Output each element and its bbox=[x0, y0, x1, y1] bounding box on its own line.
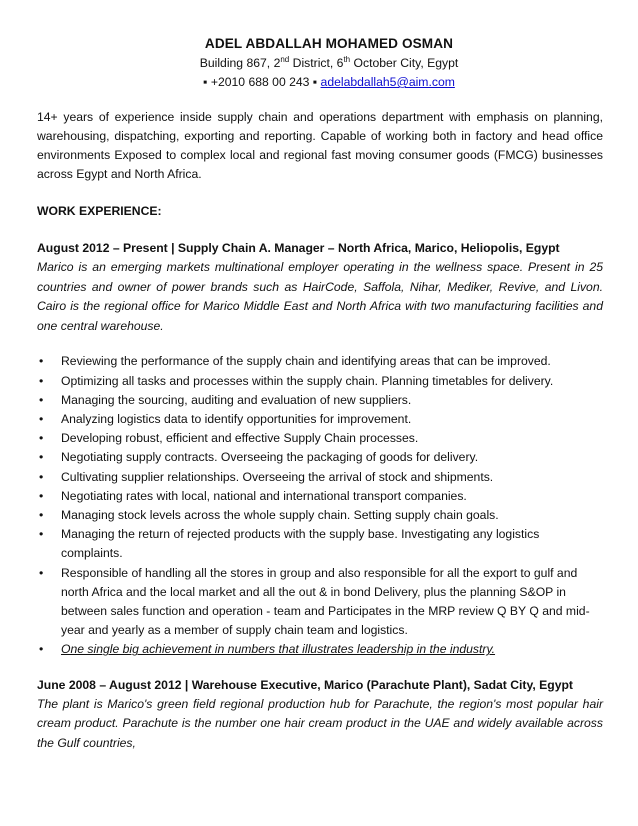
work-experience-heading: WORK EXPERIENCE: bbox=[37, 204, 162, 218]
contact-line bbox=[55, 73, 603, 92]
list-item: • Reviewing the performance of the supply chain and identifying areas that can be improved. bbox=[37, 352, 603, 371]
bullet-icon: • bbox=[39, 373, 44, 388]
bullet-icon: • bbox=[39, 469, 44, 484]
bullet-icon: • bbox=[39, 642, 44, 657]
bullet-icon: • bbox=[39, 527, 44, 542]
responsibilities-list bbox=[37, 352, 603, 659]
candidate-name: ADEL ABDALLAH MOHAMED OSMAN bbox=[204, 36, 454, 51]
achievement-text: One single big achievement in numbers that illustrates leadership in the industry. bbox=[61, 642, 496, 657]
address-line: Building 867, 2nd District, 6th October City, Egypt bbox=[199, 54, 459, 70]
list-item: • Analyzing logistics data to identify opportunities for improvement. bbox=[37, 410, 603, 429]
resume-header bbox=[37, 34, 603, 92]
list-item: • Managing stock levels across the whole supply chain. Setting supply chain goals. bbox=[37, 506, 603, 525]
list-item: • Managing the sourcing, auditing and evaluation of new suppliers. bbox=[37, 391, 603, 410]
summary-paragraph: 14+ years of experience inside supply chain and operations department with emphasis on planning, warehousing, dispatching, exporting and reporting. Capable of working both in factory and head office environments Exposed to complex local and regional fast moving consumer goods (FMCG) businesses across Egypt and North Africa. bbox=[37, 110, 603, 181]
list-item-achievement bbox=[37, 640, 603, 659]
bullet-icon: • bbox=[39, 450, 44, 465]
phone-text: ▪ +2010 688 00 243 ▪ bbox=[203, 75, 321, 89]
bullet-icon: • bbox=[39, 488, 44, 503]
list-item: • Optimizing all tasks and processes within the supply chain. Planning timetables for delivery. bbox=[37, 372, 603, 391]
email-link[interactable]: adelabdallah5@aim.com bbox=[320, 75, 455, 89]
resume-page bbox=[37, 34, 603, 753]
list-item: • Developing robust, efficient and effective Supply Chain processes. bbox=[37, 429, 603, 448]
bullet-icon: • bbox=[39, 508, 44, 522]
job-title-marico-manager: August 2012 – Present | Supply Chain A. Manager – North Africa, Marico, Heliopolis, Egypt bbox=[37, 241, 560, 255]
job-description-parachute: The plant is Marico's green field regional production hub for Parachute, the region's most popular hair cream product. Parachute is the number one hair cream product in the UAE and widely available across the Gulf countries, bbox=[37, 696, 603, 750]
bullet-icon: • bbox=[39, 411, 44, 426]
job-description-marico: Marico is an emerging markets multinational employer operating in the wellness space. Present in 25 countries and owner of power brands such as HairCode, Saffola, Nihar, Mediker, Revive, and Livon. Cairo is the regional office for Marico Middle East and North Africa with two manufacturing facilities and one central warehouse. bbox=[37, 260, 603, 333]
bullet-icon: • bbox=[39, 431, 44, 446]
job-title-warehouse-executive: June 2008 – August 2012 | Warehouse Executive, Marico (Parachute Plant), Sadat City, Egypt bbox=[37, 677, 573, 692]
list-item: • Managing the return of rejected products with the supply base. Investigating any logistics complaints. bbox=[39, 527, 540, 561]
bullet-icon: • bbox=[39, 354, 44, 369]
bullet-icon: • bbox=[39, 392, 44, 407]
list-item: • Negotiating supply contracts. Overseeing the packaging of goods for delivery. bbox=[37, 448, 603, 467]
bullet-icon: • bbox=[39, 565, 44, 580]
list-item: • Negotiating rates with local, national and international transport companies. bbox=[37, 487, 603, 506]
list-item: • Cultivating supplier relationships. Overseeing the arrival of stock and shipments. bbox=[37, 468, 603, 487]
list-item: • Responsible of handling all the stores in group and also responsible for all the export to gulf and north Africa and the local market and all the out & in bond Delivery, plus the planning S&OP in between sales function and operation - team and Participates in the MRP review Q BY Q and mid-year and yearly as a member of supply chain team and logistics. bbox=[39, 565, 590, 638]
